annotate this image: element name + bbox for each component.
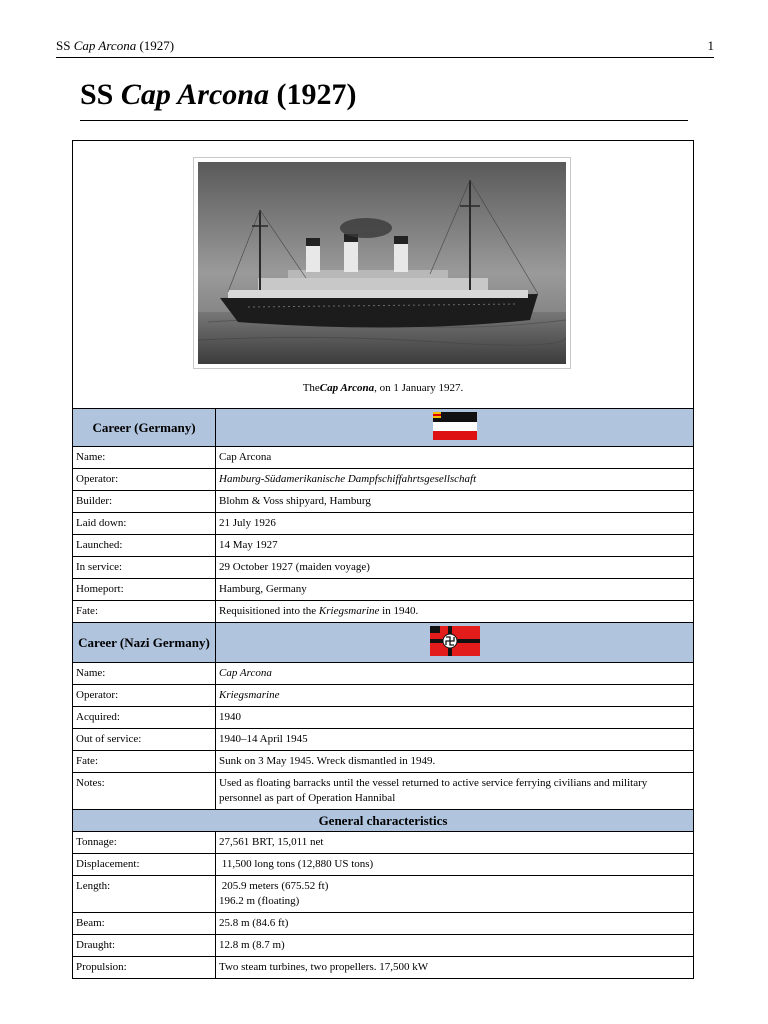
section-heading: Career (Germany) [73, 409, 216, 447]
table-row: Launched: 14 May 1927 [73, 535, 693, 557]
table-row: Displacement: 11,500 long tons (12,880 US tons) [73, 854, 693, 876]
photo-area [73, 141, 693, 368]
table-row: Tonnage: 27,561 BRT, 15,011 net [73, 832, 693, 854]
table-row: Propulsion: Two steam turbines, two propellers. 17,500 kW [73, 957, 693, 979]
table-row: Length: 205.9 meters (675.52 ft) 196.2 m (floating) [73, 876, 693, 913]
table-row: Homeport: Hamburg, Germany [73, 579, 693, 601]
running-head [56, 38, 714, 58]
table-row: Fate: Requisitioned into the Kriegsmarine in 1940. [73, 601, 693, 623]
photo-caption: The Cap Arcona , on 1 January 1927. [73, 368, 693, 409]
table-row: Fate: Sunk on 3 May 1945. Wreck dismantled in 1949. [73, 751, 693, 773]
war-ensign-flag-icon [430, 626, 480, 656]
table-row: Out of service: 1940–14 April 1945 [73, 729, 693, 751]
table-row: Laid down: 21 July 1926 [73, 513, 693, 535]
page-number: 1 [707, 38, 714, 53]
table-row: Builder: Blohm & Voss shipyard, Hamburg [73, 491, 693, 513]
german-imperial-flag-icon [433, 412, 477, 440]
table-row: Name: Cap Arcona [73, 663, 693, 685]
table-row: Operator: Hamburg-Südamerikanische Dampfschiffahrtsgesellschaft [73, 469, 693, 491]
running-head-title: SS Cap Arcona (1927) [56, 38, 175, 53]
table-row: Name: Cap Arcona [73, 447, 693, 469]
ship-photo [193, 157, 571, 369]
table-row: Acquired: 1940 [73, 707, 693, 729]
section-career-germany [73, 409, 693, 447]
ship-photo-image [198, 162, 566, 364]
table-row: Operator: Kriegsmarine [73, 685, 693, 707]
table-row: Beam: 25.8 m (84.6 ft) [73, 913, 693, 935]
ship-infobox [72, 140, 694, 979]
infobox-table [73, 409, 693, 978]
section-career-nazi-germany [73, 623, 693, 663]
table-row: In service: 29 October 1927 (maiden voyage) [73, 557, 693, 579]
page-title: SS Cap Arcona (1927) [80, 78, 688, 121]
table-row: Notes: Used as floating barracks until the vessel returned to active service ferrying civilians and military personnel as part of Operation Hannibal [73, 773, 693, 810]
flag-cell [216, 623, 694, 663]
section-heading: General characteristics [73, 810, 693, 832]
section-general-characteristics [73, 810, 693, 832]
table-row: Draught: 12.8 m (8.7 m) [73, 935, 693, 957]
flag-cell [216, 409, 694, 447]
section-heading: Career (Nazi Germany) [73, 623, 216, 663]
